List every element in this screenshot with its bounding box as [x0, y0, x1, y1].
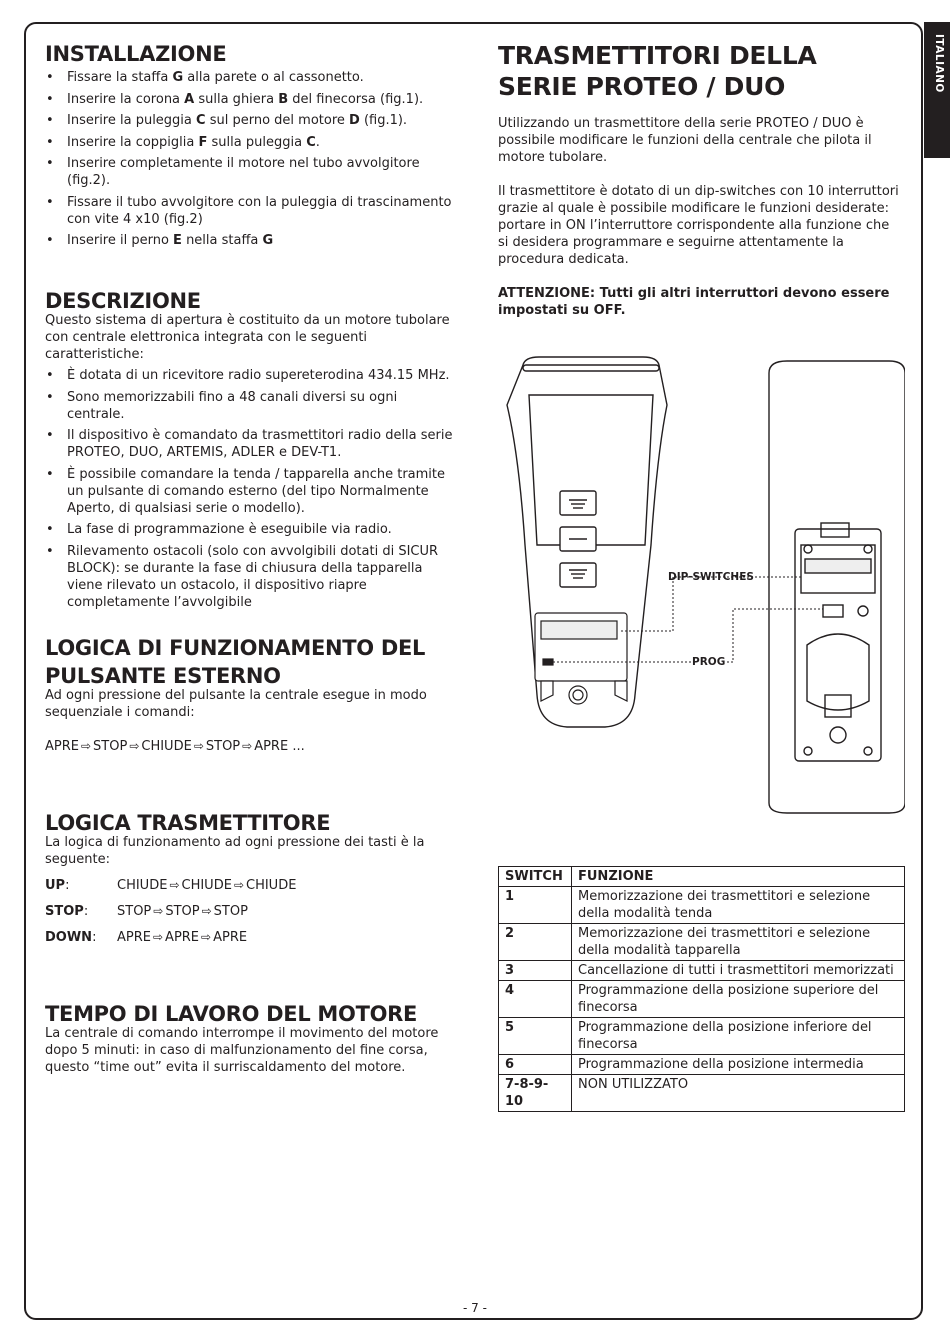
- trasmettitori-title-1: TRASMETTITORI DELLA: [498, 41, 817, 70]
- installazione-item-text: alla parete o al cassonetto.: [183, 70, 364, 85]
- installazione-list: [45, 69, 455, 249]
- switch-function: Memorizzazione dei trasmettitori e selezione della modalità tapparella: [572, 924, 905, 961]
- key-action: CHIUDE: [117, 878, 168, 893]
- descrizione-intro: Questo sistema di apertura è costituito da un motore tubolare con centrale elettronica integrata con le seguenti caratteristiche:: [45, 313, 450, 362]
- installazione-item-text: .: [315, 134, 320, 150]
- switch-function: Programmazione della posizione superiore del finecorsa: [572, 981, 905, 1018]
- installazione-item-text: Fissare la staffa: [67, 70, 173, 85]
- switch-number: 5: [499, 1018, 572, 1055]
- header-switch: SWITCH: [499, 867, 572, 887]
- down-button-icon: [560, 563, 596, 587]
- switch-number: 6: [499, 1055, 572, 1075]
- installazione-item: [45, 232, 455, 249]
- language-tab: [924, 22, 950, 158]
- right-column: [498, 40, 903, 319]
- arrow-right-icon: ⇨: [201, 930, 212, 944]
- sequence-step: APRE: [45, 739, 79, 754]
- installazione-item-text: sulla ghiera: [194, 91, 279, 107]
- installazione-item-text: G: [262, 233, 274, 248]
- key-action: STOP: [165, 904, 200, 919]
- key-action: CHIUDE: [181, 878, 232, 893]
- section-tempo-lavoro: [45, 1000, 455, 1076]
- installazione-item-text: Inserire la corona: [67, 91, 185, 107]
- table-row: [499, 961, 905, 981]
- installazione-item-text: del finecorsa (fig.1).: [288, 91, 424, 107]
- installazione-item-text: C: [306, 134, 316, 150]
- tempo-lavoro-text: La centrale di comando interrompe il movimento del motore dopo 5 minuti: in caso di malfunzionamento del fine corsa, questo “time out” evita il surriscaldamento del motore.: [45, 1026, 439, 1075]
- section-installazione: [45, 40, 455, 249]
- transmitter-figure: [495, 355, 905, 815]
- language-tab-label: ITALIANO: [933, 34, 945, 93]
- installazione-item-text: G: [172, 70, 184, 85]
- up-button-icon: [560, 491, 596, 515]
- switch-function: Programmazione della posizione inferiore del finecorsa: [572, 1018, 905, 1055]
- installazione-item-text: Inserire la puleggia: [67, 113, 197, 128]
- section-logica-trasmettitore: [45, 809, 455, 955]
- descrizione-title: DESCRIZIONE: [45, 289, 201, 313]
- installazione-item: [45, 91, 455, 108]
- transmitter-buttons: [560, 491, 596, 587]
- key-action: STOP: [117, 904, 152, 919]
- installazione-item: [45, 69, 455, 86]
- installazione-item-text: sul perno del motore: [205, 113, 350, 128]
- installazione-item-text: Inserire il perno: [67, 233, 174, 248]
- logica-pulsante-title-2: PULSANTE ESTERNO: [45, 664, 281, 688]
- installazione-item-text: Fissare il tubo avvolgitore con la puleggia di trascinamento con vite 4 x10 (fig.2): [67, 194, 452, 227]
- prog-label: PROG: [692, 656, 726, 668]
- logica-trasmettitore-intro: La logica di funzionamento ad ogni pressione dei tasti è la seguente:: [45, 835, 425, 867]
- installazione-item-text: Inserire la coppiglia: [67, 134, 199, 150]
- dip-switches-label: DIP-SWITCHES: [668, 571, 754, 583]
- section-descrizione: [45, 287, 455, 615]
- descrizione-item: • Rilevamento ostacoli (solo con avvolgibili dotati di SICUR BLOCK): se durante la fase di chiusura della tapparella viene rilevato un ostacolo, il dispositivo riapre completamente l’avvolgibile: [45, 543, 455, 611]
- key-logic-row: DOWN: APRE ⇨ APRE ⇨ APRE: [45, 930, 248, 945]
- switch-table: [498, 866, 905, 1112]
- switch-number: 4: [499, 981, 572, 1018]
- table-row: [499, 1055, 905, 1075]
- descrizione-item: • È possibile comandare la tenda / tapparella anche tramite un pulsante di comando esterno (del tipo Normalmente Aperto, di qualsiasi serie o modello).: [45, 466, 455, 517]
- arrow-right-icon: ⇨: [193, 739, 204, 753]
- trasmettitori-warning: ATTENZIONE: Tutti gli altri interruttori devono essere impostati su OFF.: [498, 286, 890, 318]
- installazione-item: [45, 112, 455, 129]
- arrow-right-icon: ⇨: [129, 739, 140, 753]
- header-funzione: FUNZIONE: [572, 867, 905, 887]
- installazione-item-text: nella staffa: [181, 233, 263, 248]
- logica-trasmettitore-title: LOGICA TRASMETTITORE: [45, 811, 331, 835]
- table-row: [499, 924, 905, 961]
- key-action: APRE: [165, 930, 200, 945]
- table-row: [499, 1018, 905, 1055]
- descrizione-item: • È dotata di un ricevitore radio supereterodina 434.15 MHz.: [45, 367, 455, 384]
- switch-number: 3: [499, 961, 572, 981]
- switch-function: Cancellazione di tutti i trasmettitori memorizzati: [572, 961, 905, 981]
- descrizione-item: • La fase di programmazione è eseguibile via radio.: [45, 521, 455, 538]
- page-number: - 7 -: [463, 1301, 487, 1315]
- installazione-item: [45, 134, 455, 151]
- key-action: STOP: [213, 904, 248, 919]
- installazione-item-text: sulla puleggia: [207, 134, 307, 150]
- key-logic-row: UP: CHIUDE ⇨ CHIUDE ⇨ CHIUDE: [45, 878, 297, 893]
- installazione-item-text: D: [349, 113, 360, 128]
- arrow-right-icon: ⇨: [242, 739, 253, 753]
- transmitter-bottom-board: [535, 613, 627, 704]
- arrow-right-icon: ⇨: [80, 739, 92, 753]
- table-row: [499, 1075, 905, 1112]
- switch-table-header: [499, 867, 905, 887]
- key-name: DOWN: [45, 930, 93, 945]
- logica-pulsante-intro: Ad ogni pressione del pulsante la centrale esegue in modo sequenziale i comandi:: [45, 688, 427, 720]
- installazione-item-text: B: [278, 91, 289, 107]
- key-logic-list: [45, 877, 455, 946]
- trasmettitori-p1: Utilizzando un trasmettitore della serie PROTEO / DUO è possibile modificare le funzioni della centrale che pilota il motore tubolare.: [498, 116, 872, 165]
- sequence-step: APRE ...: [254, 739, 305, 754]
- arrow-right-icon: ⇨: [169, 878, 180, 892]
- installazione-item-text: A: [184, 91, 195, 107]
- arrow-right-icon: ⇨: [233, 878, 244, 892]
- installazione-item-text: F: [198, 134, 208, 150]
- key-action: APRE: [117, 930, 151, 945]
- key-logic-row: STOP: STOP ⇨ STOP ⇨ STOP: [45, 904, 248, 919]
- sequence-step: STOP: [93, 739, 128, 754]
- switch-function: NON UTILIZZATO: [572, 1075, 905, 1112]
- switch-number: 1: [499, 887, 572, 924]
- key-action: APRE: [213, 930, 248, 945]
- sequence-step: STOP: [205, 739, 241, 754]
- descrizione-item: • Il dispositivo è comandato da trasmettitori radio della serie PROTEO, DUO, ARTEMIS, ADLER e DEV-T1.: [45, 427, 455, 461]
- switch-number: 2: [499, 924, 572, 961]
- switch-function: Programmazione della posizione intermedia: [572, 1055, 905, 1075]
- logica-pulsante-title-1: LOGICA DI FUNZIONAMENTO DEL: [45, 636, 426, 660]
- arrow-right-icon: ⇨: [153, 904, 164, 918]
- sequence-step: CHIUDE: [141, 739, 192, 754]
- table-row: [499, 981, 905, 1018]
- installazione-item: [45, 155, 455, 189]
- key-name: UP: [45, 878, 66, 893]
- descrizione-list: [45, 367, 455, 611]
- installazione-item: [45, 194, 455, 228]
- key-action: CHIUDE: [246, 878, 297, 893]
- command-sequence: [45, 738, 455, 755]
- switch-function: Memorizzazione dei trasmettitori e selezione della modalità tenda: [572, 887, 905, 924]
- arrow-right-icon: ⇨: [201, 904, 212, 918]
- table-row: [499, 887, 905, 924]
- transmitter-back: [769, 361, 905, 813]
- installazione-item-text: (fig.1).: [359, 113, 408, 128]
- descrizione-item: • Sono memorizzabili fino a 48 canali diversi su ogni centrale.: [45, 389, 455, 423]
- section-logica-pulsante: [45, 634, 455, 755]
- tempo-lavoro-title: TEMPO DI LAVORO DEL MOTORE: [45, 1002, 418, 1026]
- trasmettitori-p2: Il trasmettitore è dotato di un dip-switches con 10 interruttori grazie al quale è possibile modificare le funzioni desiderate: portare in ON l’interruttore corrispondente alla funzione che si desidera programmare e seguirne attentamente la procedura dedicata.: [498, 184, 899, 267]
- trasmettitori-title-2: SERIE PROTEO / DUO: [498, 72, 786, 101]
- arrow-right-icon: ⇨: [152, 930, 164, 944]
- installazione-item-text: Inserire completamente il motore nel tubo avvolgitore (fig.2).: [67, 156, 420, 188]
- switch-number: 7-8-9-10: [499, 1075, 572, 1112]
- key-name: STOP: [45, 904, 84, 919]
- installazione-item-text: C: [196, 113, 206, 128]
- installazione-item-text: E: [173, 233, 182, 248]
- left-column: [45, 40, 455, 1075]
- installazione-title: INSTALLAZIONE: [45, 42, 227, 66]
